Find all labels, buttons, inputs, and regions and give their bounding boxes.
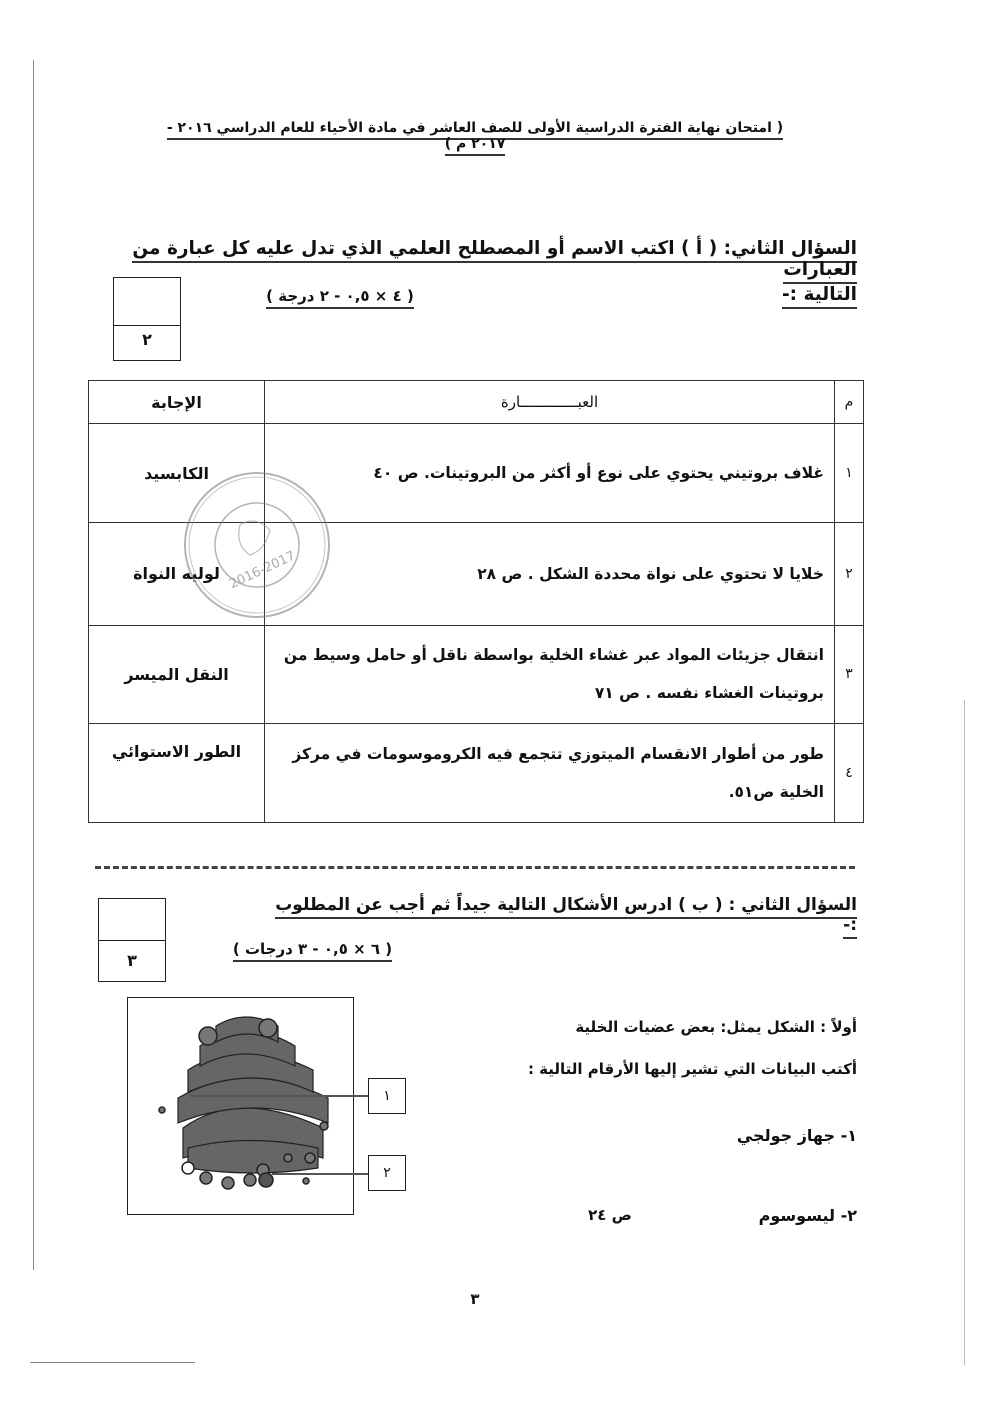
row-statement: طور من أطوار الانقسام الميتوزي تتجمع فيه الكروموسومات في مركز الخلية ص٥١. bbox=[265, 723, 835, 822]
row-statement: انتقال جزيئات المواد عبر غشاء الخلية بواسطة ناقل أو حامل وسيط من بروتينات الغشاء نفسه . ص ٧١ bbox=[265, 625, 835, 723]
header-statement: العبـــــــــــــارة bbox=[265, 381, 835, 424]
row-num: ١ bbox=[835, 424, 864, 523]
part-b-heading bbox=[260, 895, 857, 935]
part-b-score-total: ٣ bbox=[127, 951, 137, 970]
part-b-marks bbox=[215, 940, 410, 958]
row-answer: الطور الاستوائي bbox=[89, 723, 265, 822]
label-arrow-2 bbox=[272, 1173, 368, 1175]
header-answer: الإجابة bbox=[89, 381, 265, 424]
header-num: م bbox=[835, 381, 864, 424]
bottom-line bbox=[30, 1362, 195, 1363]
answer-2-ref: ص ٢٤ bbox=[588, 1206, 632, 1224]
label-arrow-1 bbox=[190, 1095, 368, 1097]
part-b-marks-text: ( ٦ × ٠,٥ - ٣ درجات ) bbox=[233, 940, 392, 962]
answer-2: ٢- ليسوسوم bbox=[758, 1206, 857, 1225]
row-answer: الكابسيد bbox=[89, 424, 265, 523]
stamp-year: 2016-2017 bbox=[227, 548, 298, 593]
row-statement: غلاف بروتيني يحتوي على نوع أو أكثر من البروتينات. ص ٤٠ bbox=[265, 424, 835, 523]
table-header-row bbox=[89, 381, 864, 424]
part-a-marks bbox=[250, 287, 430, 305]
row-num: ٢ bbox=[835, 523, 864, 625]
part-a-heading-text: السؤال الثاني: ( أ ) اكتب الاسم أو المصطلح العلمي الذي تدل عليه كل عبارة من العبارات bbox=[132, 238, 857, 284]
figure-label-1: ١ bbox=[368, 1078, 406, 1114]
part-a-heading bbox=[130, 238, 857, 280]
part-b-heading-text: السؤال الثاني : ( ب ) ادرس الأشكال التالية جيداً ثم أجب عن المطلوب :- bbox=[275, 895, 857, 939]
row-num: ٣ bbox=[835, 625, 864, 723]
exam-title bbox=[150, 120, 800, 152]
part-a-score-total: ٢ bbox=[142, 330, 152, 349]
golgi-figure bbox=[127, 997, 354, 1215]
table-row bbox=[89, 625, 864, 723]
row-answer: لوليه النواة bbox=[89, 523, 265, 625]
part-a-marks-text: ( ٤ × ٠,٥ - ٢ درجة ) bbox=[266, 287, 414, 309]
row-num: ٤ bbox=[835, 723, 864, 822]
page-number: ٣ bbox=[470, 1290, 480, 1308]
row-answer: النقل الميسر bbox=[89, 625, 265, 723]
table-row bbox=[89, 723, 864, 822]
part-a-score-box bbox=[113, 277, 181, 361]
part-a-heading-cont bbox=[700, 284, 857, 305]
exam-title-text: ( امتحان نهاية الفترة الدراسية الأولى للصف العاشر في مادة الأحياء للعام الدراسي ٢٠١٦ - ٢٠١٧ م ) bbox=[167, 120, 783, 156]
golgi-apparatus-illustration bbox=[128, 998, 353, 1214]
margin-line bbox=[33, 60, 34, 1270]
part-b-line2: أكتب البيانات التي تشير إليها الأرقام التالية : bbox=[527, 1060, 857, 1078]
part-a-heading-cont-text: التالية :- bbox=[782, 284, 857, 309]
answer-1: ١- جهاز جولجي bbox=[736, 1126, 857, 1145]
official-stamp bbox=[180, 465, 335, 625]
section-separator bbox=[95, 866, 855, 869]
part-b-score-box bbox=[98, 898, 166, 982]
part-b-line1: أولاً : الشكل يمثل: بعض عضيات الخلية bbox=[575, 1018, 857, 1036]
right-edge-line bbox=[964, 700, 965, 1365]
figure-label-2: ٢ bbox=[368, 1155, 406, 1191]
row-statement: خلايا لا تحتوي على نواة محددة الشكل . ص ٢٨ bbox=[265, 523, 835, 625]
